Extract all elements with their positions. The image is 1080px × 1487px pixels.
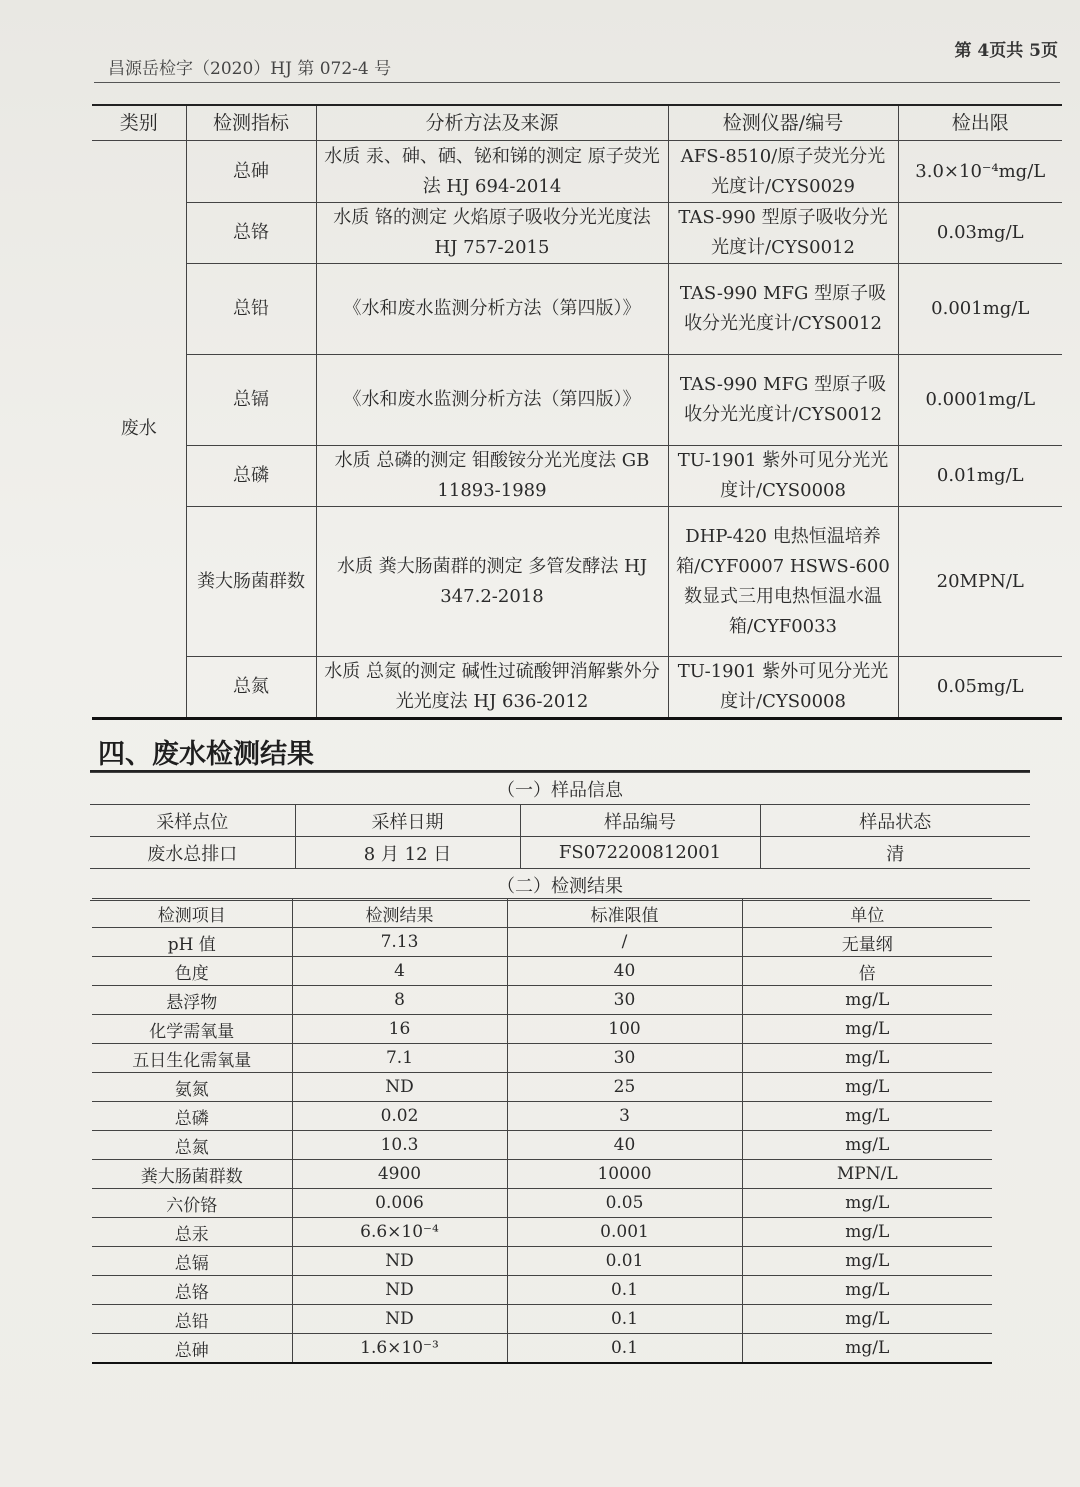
- method-cell: 《水和废水监测分析方法（第四版）》: [316, 355, 668, 446]
- table-row: [92, 928, 992, 957]
- table-row: [92, 203, 1062, 264]
- item-cell: 六价铬: [92, 1189, 292, 1218]
- unit-cell: mg/L: [742, 1102, 992, 1131]
- indicator-cell: 总铬: [186, 203, 316, 264]
- result-cell: 4900: [292, 1160, 507, 1189]
- col-header-sampling-date: 采样日期: [295, 805, 520, 837]
- methods-header-row: [92, 105, 1062, 141]
- col-header-limit: 检出限: [898, 105, 1062, 141]
- standard-limit-cell: 0.05: [507, 1189, 742, 1218]
- item-cell: 总铬: [92, 1276, 292, 1305]
- page-number: 第 4页共 5页: [954, 41, 1058, 61]
- table-row: [92, 1015, 992, 1044]
- result-cell: 7.1: [292, 1044, 507, 1073]
- table-row: [92, 986, 992, 1015]
- standard-limit-cell: 0.1: [507, 1276, 742, 1305]
- standard-limit-cell: 40: [507, 1131, 742, 1160]
- instrument-cell: TU-1901 紫外可见分光光度计/CYS0008: [668, 657, 898, 719]
- method-cell: 《水和废水监测分析方法（第四版）》: [316, 264, 668, 355]
- result-cell: ND: [292, 1276, 507, 1305]
- sample-header-row: [90, 805, 1030, 837]
- table-row: [92, 1044, 992, 1073]
- result-cell: 10.3: [292, 1131, 507, 1160]
- item-cell: 总铅: [92, 1305, 292, 1334]
- table-row: [92, 355, 1062, 446]
- unit-cell: 无量纲: [742, 928, 992, 957]
- indicator-cell: 总氮: [186, 657, 316, 719]
- table-row: [92, 1131, 992, 1160]
- standard-limit-cell: 100: [507, 1015, 742, 1044]
- result-cell: 0.02: [292, 1102, 507, 1131]
- table-row: [92, 507, 1062, 657]
- results-table: [92, 898, 992, 1364]
- table-row: [92, 141, 1062, 203]
- unit-cell: 倍: [742, 957, 992, 986]
- unit-cell: mg/L: [742, 1305, 992, 1334]
- table-row: [92, 1218, 992, 1247]
- report-number: 昌源岳检字（2020）HJ 第 072-4 号: [108, 59, 392, 79]
- item-cell: 悬浮物: [92, 986, 292, 1015]
- standard-limit-cell: 25: [507, 1073, 742, 1102]
- table-row: [92, 1189, 992, 1218]
- limit-cell: 0.03mg/L: [898, 203, 1062, 264]
- result-cell: 0.006: [292, 1189, 507, 1218]
- instrument-cell: TU-1901 紫外可见分光光度计/CYS0008: [668, 446, 898, 507]
- table-row: [92, 1334, 992, 1364]
- sample-info-table: [90, 772, 1030, 901]
- results-subtitle-row: [90, 869, 1030, 901]
- limit-cell: 3.0×10⁻⁴mg/L: [898, 141, 1062, 203]
- item-cell: 总砷: [92, 1334, 292, 1364]
- section-title: 四、废水检测结果: [98, 739, 314, 770]
- table-row: [92, 264, 1062, 355]
- item-cell: 总磷: [92, 1102, 292, 1131]
- col-header-method: 分析方法及来源: [316, 105, 668, 141]
- unit-cell: MPN/L: [742, 1160, 992, 1189]
- col-header-result: 检测结果: [292, 899, 507, 928]
- item-cell: 总镉: [92, 1247, 292, 1276]
- result-cell: 8: [292, 986, 507, 1015]
- instrument-cell: TAS-990 MFG 型原子吸收分光光度计/CYS0012: [668, 264, 898, 355]
- standard-limit-cell: /: [507, 928, 742, 957]
- indicator-cell: 粪大肠菌群数: [186, 507, 316, 657]
- item-cell: 色度: [92, 957, 292, 986]
- table-row: [92, 1305, 992, 1334]
- standard-limit-cell: 30: [507, 986, 742, 1015]
- limit-cell: 0.01mg/L: [898, 446, 1062, 507]
- sampling-point-cell: 废水总排口: [90, 837, 295, 869]
- sampling-date-cell: 8 月 12 日: [295, 837, 520, 869]
- limit-cell: 20MPN/L: [898, 507, 1062, 657]
- col-header-instrument: 检测仪器/编号: [668, 105, 898, 141]
- unit-cell: mg/L: [742, 1015, 992, 1044]
- category-cell: 废水: [92, 141, 186, 719]
- table-row: [90, 837, 1030, 869]
- standard-limit-cell: 40: [507, 957, 742, 986]
- col-header-unit: 单位: [742, 899, 992, 928]
- standard-limit-cell: 0.1: [507, 1334, 742, 1364]
- standard-limit-cell: 10000: [507, 1160, 742, 1189]
- unit-cell: mg/L: [742, 1276, 992, 1305]
- result-cell: 1.6×10⁻³: [292, 1334, 507, 1364]
- item-cell: 粪大肠菌群数: [92, 1160, 292, 1189]
- table-row: [92, 957, 992, 986]
- col-header-category: 类别: [92, 105, 186, 141]
- unit-cell: mg/L: [742, 1247, 992, 1276]
- indicator-cell: 总镉: [186, 355, 316, 446]
- result-cell: 16: [292, 1015, 507, 1044]
- col-header-sample-id: 样品编号: [520, 805, 760, 837]
- results-header-row: [92, 899, 992, 928]
- table-row: [92, 1102, 992, 1131]
- table-row: [92, 657, 1062, 719]
- col-header-sampling-point: 采样点位: [90, 805, 295, 837]
- unit-cell: mg/L: [742, 1189, 992, 1218]
- limit-cell: 0.001mg/L: [898, 264, 1062, 355]
- unit-cell: mg/L: [742, 1218, 992, 1247]
- col-header-standard-limit: 标准限值: [507, 899, 742, 928]
- instrument-cell: DHP-420 电热恒温培养箱/CYF0007 HSWS-600 数显式三用电热恒温水温箱/CYF0033: [668, 507, 898, 657]
- table-row: [92, 446, 1062, 507]
- indicator-cell: 总砷: [186, 141, 316, 203]
- unit-cell: mg/L: [742, 1044, 992, 1073]
- unit-cell: mg/L: [742, 1131, 992, 1160]
- result-cell: ND: [292, 1305, 507, 1334]
- col-header-sample-state: 样品状态: [760, 805, 1030, 837]
- result-cell: 6.6×10⁻⁴: [292, 1218, 507, 1247]
- limit-cell: 0.0001mg/L: [898, 355, 1062, 446]
- methods-table: [92, 104, 1062, 720]
- item-cell: 氨氮: [92, 1073, 292, 1102]
- instrument-cell: TAS-990 型原子吸收分光光度计/CYS0012: [668, 203, 898, 264]
- item-cell: 总汞: [92, 1218, 292, 1247]
- result-cell: 4: [292, 957, 507, 986]
- method-cell: 水质 铬的测定 火焰原子吸收分光光度法 HJ 757-2015: [316, 203, 668, 264]
- instrument-cell: TAS-990 MFG 型原子吸收分光光度计/CYS0012: [668, 355, 898, 446]
- instrument-cell: AFS-8510/原子荧光分光光度计/CYS0029: [668, 141, 898, 203]
- indicator-cell: 总磷: [186, 446, 316, 507]
- item-cell: 总氮: [92, 1131, 292, 1160]
- table-row: [92, 1247, 992, 1276]
- unit-cell: mg/L: [742, 1073, 992, 1102]
- item-cell: 化学需氧量: [92, 1015, 292, 1044]
- results-subtitle: （二）检测结果: [90, 869, 1030, 901]
- standard-limit-cell: 30: [507, 1044, 742, 1073]
- sample-info-subtitle: （一）样品信息: [90, 773, 1030, 805]
- result-cell: ND: [292, 1247, 507, 1276]
- unit-cell: mg/L: [742, 986, 992, 1015]
- method-cell: 水质 粪大肠菌群的测定 多管发酵法 HJ 347.2-2018: [316, 507, 668, 657]
- indicator-cell: 总铅: [186, 264, 316, 355]
- standard-limit-cell: 3: [507, 1102, 742, 1131]
- result-cell: ND: [292, 1073, 507, 1102]
- table-row: [92, 1073, 992, 1102]
- sample-state-cell: 清: [760, 837, 1030, 869]
- sample-subtitle-row: [90, 773, 1030, 805]
- standard-limit-cell: 0.001: [507, 1218, 742, 1247]
- col-header-indicator: 检测指标: [186, 105, 316, 141]
- table-row: [92, 1276, 992, 1305]
- table-row: [92, 1160, 992, 1189]
- unit-cell: mg/L: [742, 1334, 992, 1364]
- standard-limit-cell: 0.01: [507, 1247, 742, 1276]
- standard-limit-cell: 0.1: [507, 1305, 742, 1334]
- method-cell: 水质 总氮的测定 碱性过硫酸钾消解紫外分光光度法 HJ 636-2012: [316, 657, 668, 719]
- sample-id-cell: FS072200812001: [520, 837, 760, 869]
- col-header-item: 检测项目: [92, 899, 292, 928]
- item-cell: pH 值: [92, 928, 292, 957]
- item-cell: 五日生化需氧量: [92, 1044, 292, 1073]
- method-cell: 水质 汞、砷、硒、铋和锑的测定 原子荧光法 HJ 694-2014: [316, 141, 668, 203]
- method-cell: 水质 总磷的测定 钼酸铵分光光度法 GB 11893-1989: [316, 446, 668, 507]
- result-cell: 7.13: [292, 928, 507, 957]
- limit-cell: 0.05mg/L: [898, 657, 1062, 719]
- header-divider: [94, 82, 1060, 83]
